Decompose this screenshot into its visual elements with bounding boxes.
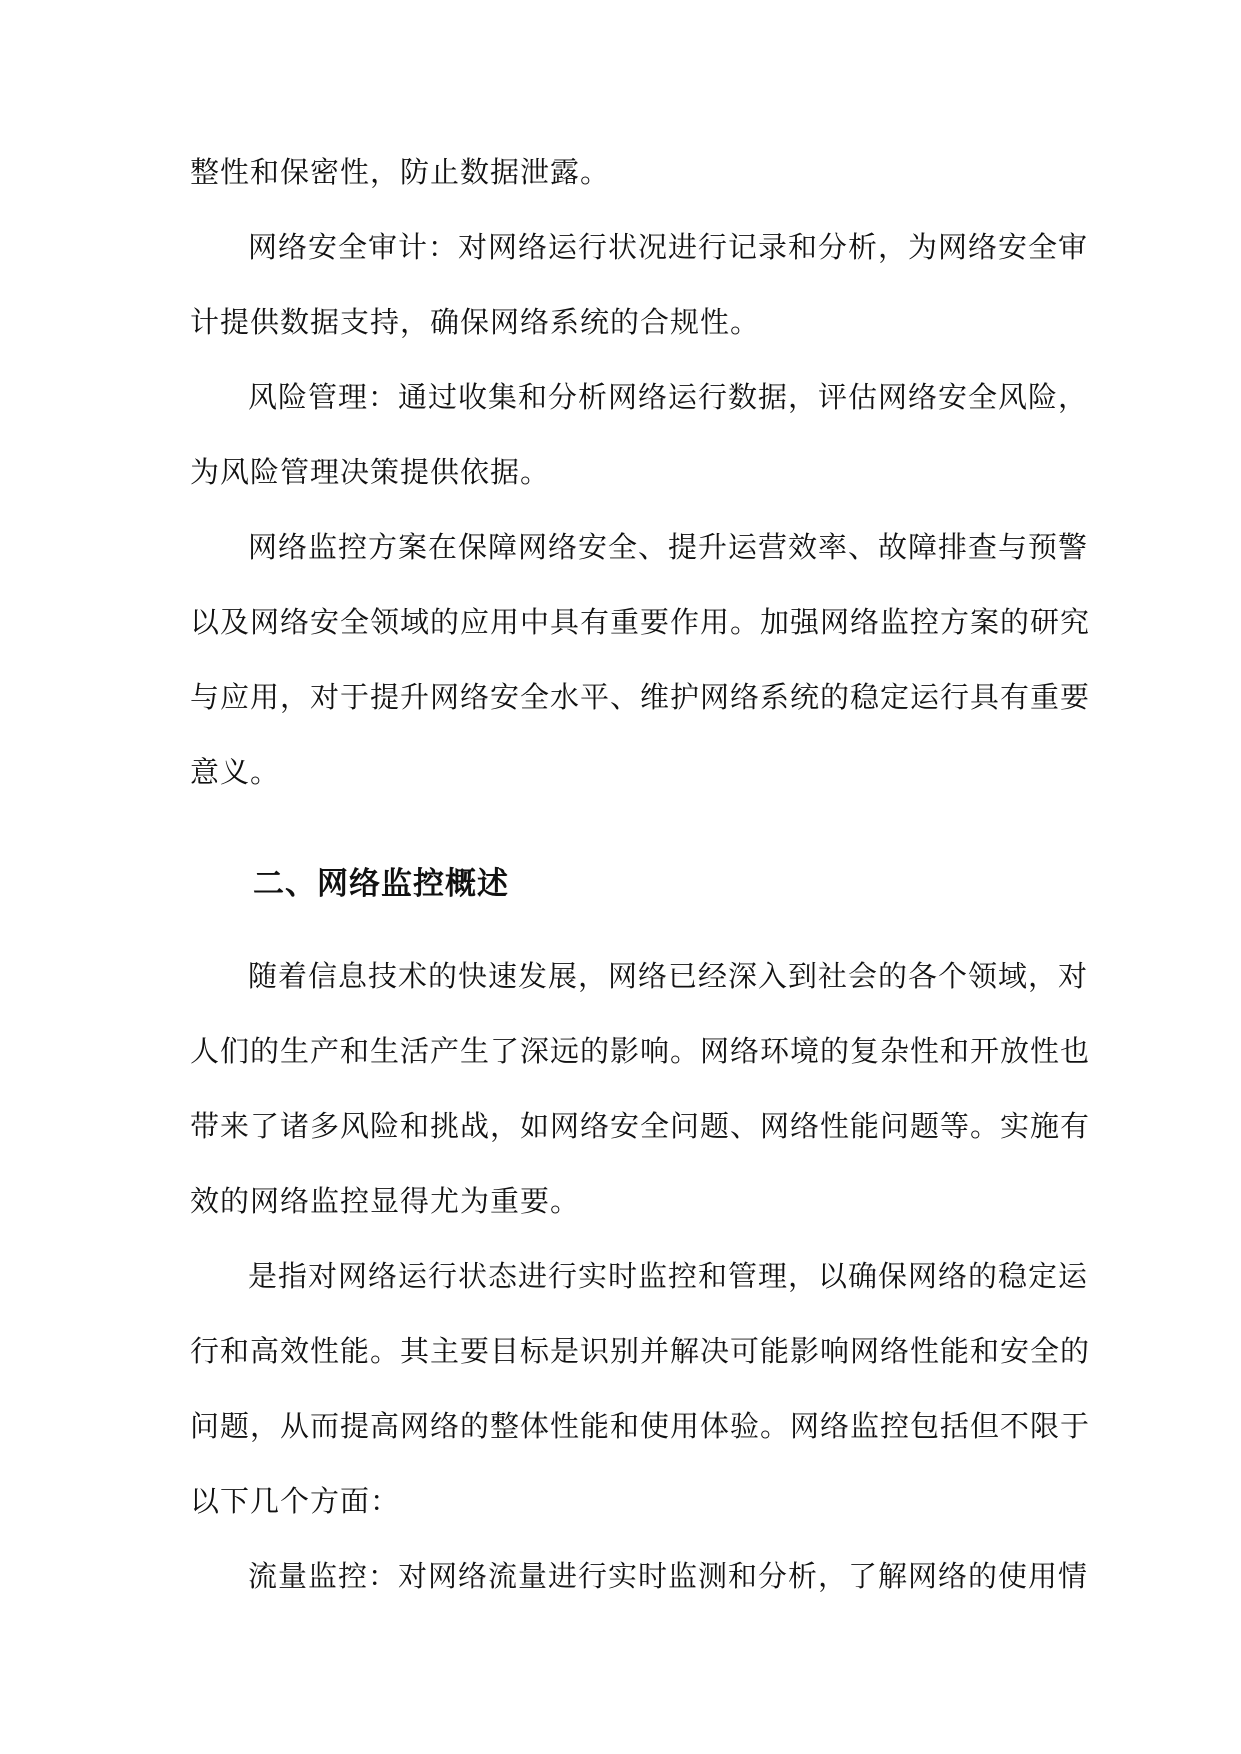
paragraph-line: 随着信息技术的快速发展，网络已经深入到社会的各个领域，对 (248, 959, 1089, 993)
paragraph-line: 与应用，对于提升网络安全水平、维护网络系统的稳定运行具有重要 (190, 680, 1091, 714)
paragraph-line: 以及网络安全领域的应用中具有重要作用。加强网络监控方案的研究 (190, 605, 1091, 639)
paragraph-line: 意义。 (190, 755, 281, 789)
paragraph-line: 整性和保密性，防止数据泄露。 (190, 155, 611, 189)
paragraph-line: 网络监控方案在保障网络安全、提升运营效率、故障排查与预警 (248, 530, 1089, 564)
section-heading: 二、网络监控概述 (253, 866, 509, 902)
paragraph-line: 人们的生产和生活产生了深远的影响。网络环境的复杂性和开放性也 (190, 1034, 1091, 1068)
paragraph-line: 效的网络监控显得尤为重要。 (190, 1184, 581, 1218)
paragraph-line: 问题，从而提高网络的整体性能和使用体验。网络监控包括但不限于 (190, 1409, 1091, 1443)
paragraph-line: 流量监控：对网络流量进行实时监测和分析，了解网络的使用情 (248, 1559, 1089, 1593)
paragraph-line: 风险管理：通过收集和分析网络运行数据，评估网络安全风险， (248, 380, 1089, 414)
paragraph-line: 以下几个方面： (190, 1484, 401, 1518)
paragraph-line: 为风险管理决策提供依据。 (190, 455, 551, 489)
paragraph-line: 行和高效性能。其主要目标是识别并解决可能影响网络性能和安全的 (190, 1334, 1091, 1368)
paragraph-line: 网络安全审计：对网络运行状况进行记录和分析，为网络安全审 (248, 230, 1089, 264)
paragraph-line: 计提供数据支持，确保网络系统的合规性。 (190, 305, 761, 339)
paragraph-line: 是指对网络运行状态进行实时监控和管理，以确保网络的稳定运 (248, 1259, 1089, 1293)
paragraph-line: 带来了诸多风险和挑战，如网络安全问题、网络性能问题等。实施有 (190, 1109, 1091, 1143)
